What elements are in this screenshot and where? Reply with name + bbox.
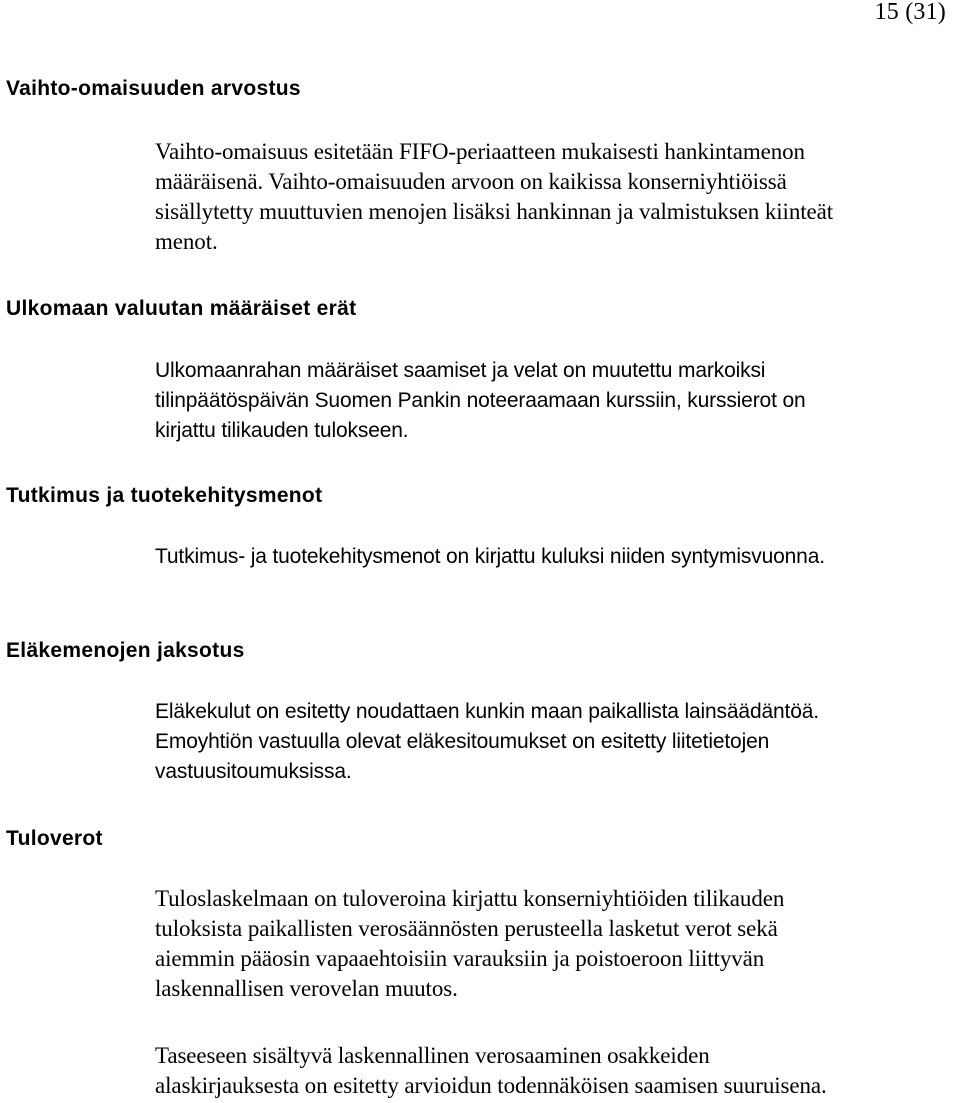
section-paragraph-inventory-valuation <box>155 137 955 257</box>
paragraph-line: menot. <box>155 229 218 254</box>
paragraph-line: määräisenä. Vaihto-omaisuuden arvoon on kaikissa konserniyhtiöissä <box>155 169 787 194</box>
section-paragraph-pension-accruals <box>155 697 955 787</box>
paragraph-line: sisällytetty muuttuvien menojen lisäksi hankinnan ja valmistuksen kiinteät <box>155 199 834 224</box>
section-heading-pension-accruals: Eläkemenojen jaksotus <box>6 639 245 662</box>
section-paragraph-foreign-currency-items <box>155 356 955 446</box>
section-heading-foreign-currency-items: Ulkomaan valuutan määräiset erät <box>6 297 357 320</box>
section-heading-research-development: Tutkimus ja tuotekehitysmenot <box>6 484 323 507</box>
paragraph-line: Eläkekulut on esitetty noudattaen kunkin maan paikallista lainsäädäntöä. <box>155 700 819 723</box>
paragraph-line: Ulkomaanrahan määräiset saamiset ja velat on muutettu markoiksi <box>155 359 766 382</box>
paragraph-line: tuloksista paikallisten verosäännösten perusteella lasketut verot sekä <box>155 916 778 941</box>
paragraph-line: Emoyhtiön vastuulla olevat eläkesitoumukset on esitetty liitetietojen <box>155 730 770 753</box>
section-heading-income-taxes: Tuloverot <box>6 827 103 850</box>
section-paragraph-income-taxes-1 <box>155 884 955 1004</box>
paragraph-line: Vaihto-omaisuus esitetään FIFO-periaatteen mukaisesti hankintamenon <box>155 139 805 164</box>
paragraph-line: Tutkimus- ja tuotekehitysmenot on kirjattu kuluksi niiden syntymisvuonna. <box>155 545 825 568</box>
paragraph-line: kirjattu tilikauden tulokseen. <box>155 419 409 442</box>
paragraph-line: Taseeseen sisältyvä laskennallinen verosaaminen osakkeiden <box>155 1043 710 1068</box>
paragraph-line: laskennallisen verovelan muutos. <box>155 976 458 1001</box>
section-paragraph-research-development <box>155 542 955 572</box>
paragraph-line: vastuusitoumuksissa. <box>155 760 352 783</box>
paragraph-line: aiemmin pääosin vapaaehtoisiin varauksiin ja poistoeroon liittyvän <box>155 946 765 971</box>
section-heading-inventory-valuation: Vaihto-omaisuuden arvostus <box>6 77 301 100</box>
paragraph-line: alaskirjauksesta on esitetty arvioidun todennäköisen saamisen suuruisena. <box>155 1073 827 1098</box>
section-paragraph-income-taxes-2 <box>155 1041 955 1101</box>
paragraph-line: Tuloslaskelmaan on tuloveroina kirjattu konserniyhtiöiden tilikauden <box>155 886 785 911</box>
page-number: 15 (31) <box>874 0 946 25</box>
paragraph-line: tilinpäätöspäivän Suomen Pankin noteeraamaan kurssiin, kurssierot on <box>155 389 806 412</box>
